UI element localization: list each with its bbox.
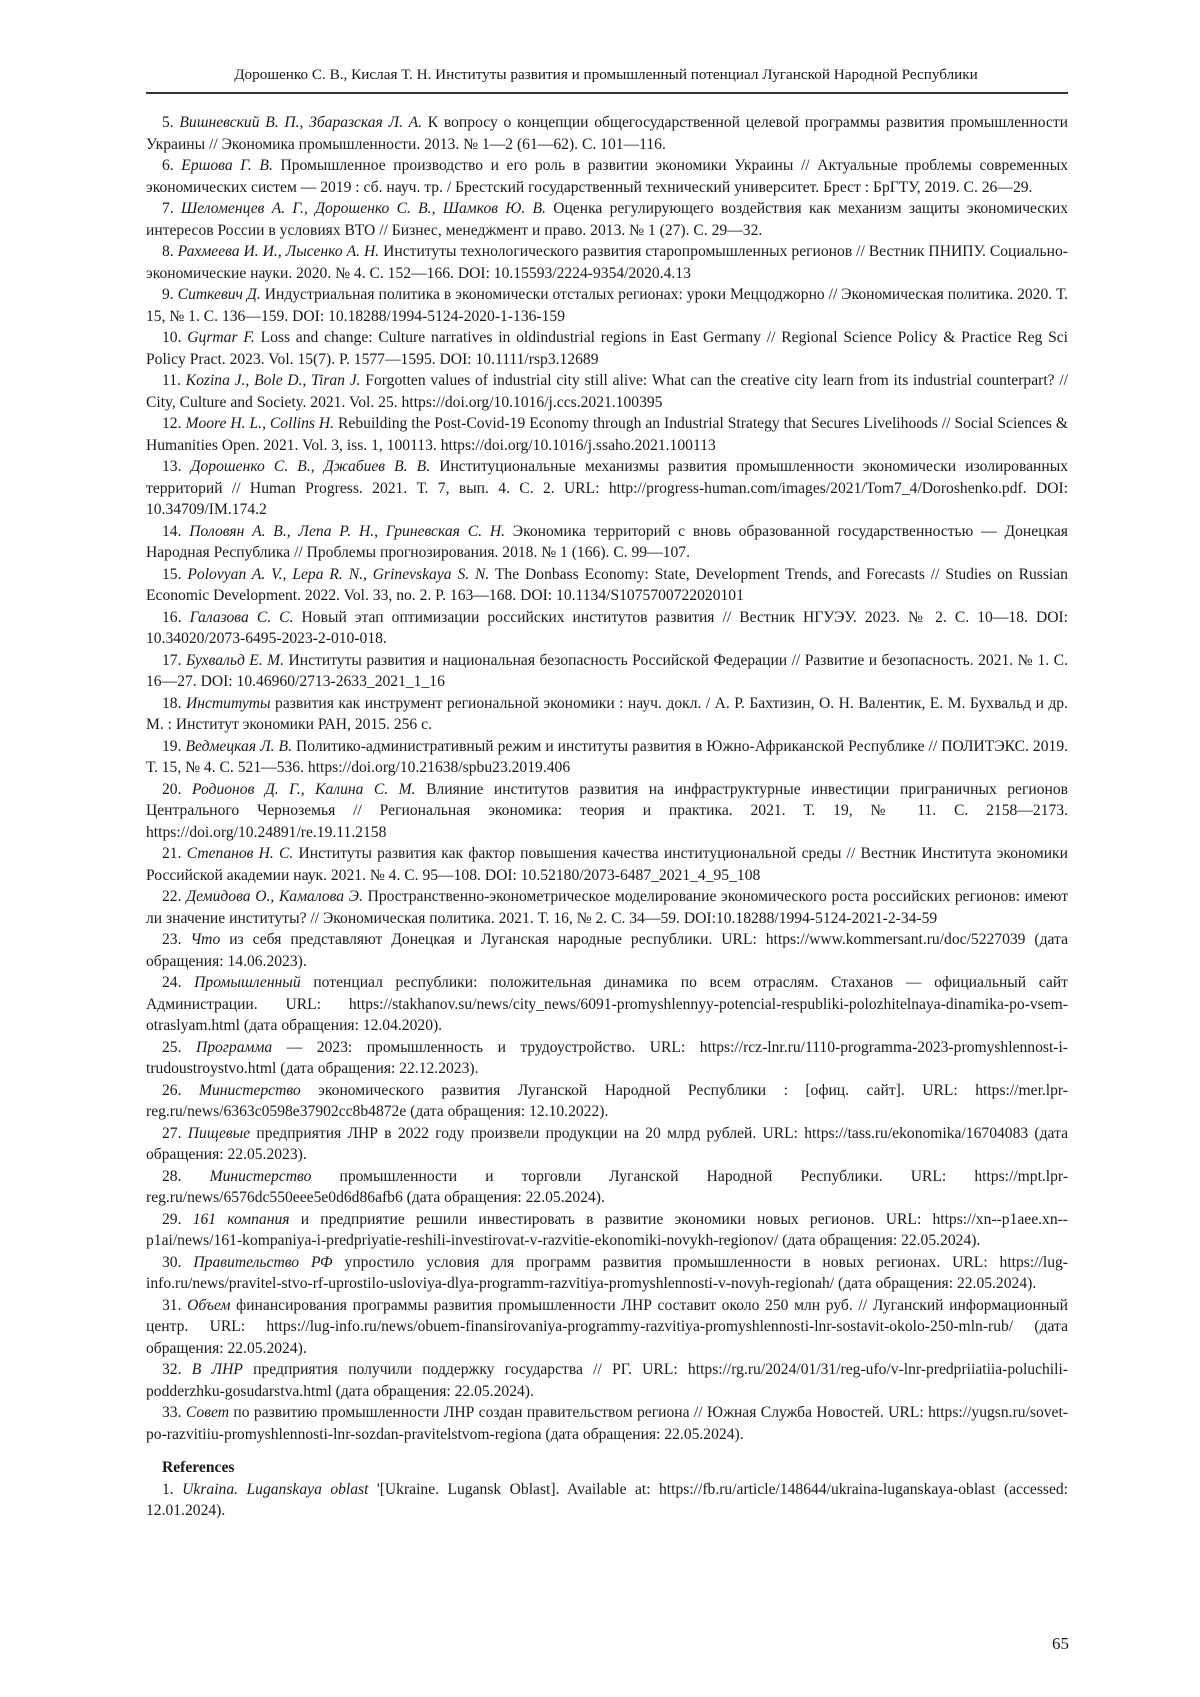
reference-text: Новый этап оптимизации российских институтов развития // Вестник НГУЭУ. 2023. № 2. С. 10—18. DOI: 10.34020/2073-6495-2023-2-010-018. xyxy=(146,608,1068,647)
reference-text: Институты технологического развития старопромышленных регионов // Вестник ПНИПУ. Социально-экономические науки. 2020. № 4. С. 152—166. DOI: 10.15593/2224-9354/2020.4.13 xyxy=(146,243,1069,282)
reference-number: 28. xyxy=(162,1167,182,1185)
reference-number: 12. xyxy=(162,415,182,432)
reference-text: К вопросу о концепции общегосударственной целевой программы развития промышленности Украины // Экономика промышленности. 2013. № 1—2 (61—62). С. 101—116. xyxy=(146,114,1068,153)
reference-text: Влияние институтов развития на инфраструктурные инвестиции приграничных регионов Центрального Черноземья // Региональная экономика: теория и практика. 2021. Т. 19, № 11. С. 2158—2173. https://doi.org/10.24891/re.19.11.2158 xyxy=(146,780,1068,841)
reference-authors: Ситкевич Д. xyxy=(177,286,261,303)
reference-item xyxy=(146,112,1068,155)
reference-text: и предприятие решили инвестировать в развитие экономики новых регионов. URL: https://xn--p1aee.xn--p1ai/news/161-kompaniya-i-predpriyatie-reshili-investirovat-v-razvitie-ekonomiki-novykh-regionov/ (дата обращения: 22.05.2024). xyxy=(146,1210,1069,1249)
reference-authors: Moore H. L., Collins H. xyxy=(185,415,335,432)
reference-number: 23. xyxy=(162,931,182,948)
reference-text: Институты развития как фактор повышения качества институциональной среды // Вестник Института экономики Российской академии наук. 2021. № 4. С. 95—108. DOI: 10.52180/2073-6487_2021_4_95_108 xyxy=(146,845,1068,884)
reference-authors: Kozina J., Bole D., Tiran J. xyxy=(185,372,361,389)
reference-authors: Gцrmar F. xyxy=(187,329,255,346)
reference-text: потенциал республики: положительная динамика по всем отраслям. Стаханов — официальный сайт Администрации. URL: https://stakhanov.su/news/city_news/6091-promyshlennyy-potencial-respubliki-polozhitelnaya-dinamika-po-vsem-otraslyam.html (дата обращения: 12.04.2020). xyxy=(146,974,1068,1034)
reference-authors: 161 компания xyxy=(192,1210,290,1228)
reference-authors: Пищевые xyxy=(187,1124,251,1142)
reference-text: промышленности и торговли Луганской Народной Республики. URL: https://mpt.lpr-reg.ru/news/6576dc550eee5e0d6d86afb6 (дата обращения: 22.05.2024). xyxy=(146,1167,1069,1206)
header-rule xyxy=(146,92,1068,94)
reference-authors: Министерство xyxy=(198,1081,301,1099)
reference-number: 30. xyxy=(162,1253,182,1271)
reference-number: 18. xyxy=(162,694,182,712)
reference-text: Институты развития и национальная безопасность Российской Федерации // Развитие и безопасность. 2021. № 1. С. 16—27. DOI: 10.46960/2713-2633_2021_1_16 xyxy=(146,651,1068,690)
reference-text: Промышленное производство и его роль в развитии экономики Украины // Актуальные проблемы современных экономических систем — 2019 : сб. науч. тр. / Брестский государственный технический университет. Брест : БрГТУ, 2019. С. 26—29. xyxy=(146,157,1068,196)
references-heading: References xyxy=(162,1459,235,1476)
reference-number: 9. xyxy=(162,286,174,303)
reference-text: Пространственно-эконометрическое моделирование экономического роста российских регионов: имеют ли значение институты? // Экономическая политика. 2021. Т. 16, № 2. С. 34—59. DOI:10.18288/1994-5124-2021-2-34-59 xyxy=(146,888,1069,927)
reference-number: 27. xyxy=(162,1124,182,1142)
reference-number: 15. xyxy=(162,565,182,583)
reference-item xyxy=(146,1080,1068,1123)
reference-number: 33. xyxy=(162,1404,182,1421)
reference-number: 13. xyxy=(162,458,182,475)
reference-authors: Ведмецкая Л. В. xyxy=(185,737,292,755)
reference-item xyxy=(146,886,1068,929)
reference-number: 24. xyxy=(162,974,182,991)
reference-authors: Министерство xyxy=(209,1167,312,1185)
reference-authors: Совет xyxy=(185,1404,229,1421)
reference-item xyxy=(146,650,1068,693)
reference-item xyxy=(146,1166,1068,1209)
reference-item xyxy=(146,736,1068,779)
reference-number: 22. xyxy=(162,888,182,905)
reference-text: Политико-административный режим и институты развития в Южно-Африканской Республике // ПОЛИТЭКС. 2019. Т. 15, № 4. С. 521—536. https://doi.org/10.21638/spbu23.2019.406 xyxy=(146,737,1069,776)
reference-authors: Институты xyxy=(185,694,271,712)
reference-item xyxy=(146,1209,1068,1252)
reference-item xyxy=(146,929,1068,972)
reference-item xyxy=(146,693,1068,736)
reference-text: Оценка регулирующего воздействия как механизм защиты экономических интересов России в условиях ВТО // Бизнес, менеджмент и право. 2013. № 1 (27). С. 29—32. xyxy=(146,200,1068,239)
reference-authors: Вишневский В. П., Збаразская Л. А. xyxy=(179,114,423,131)
reference-number: 8. xyxy=(162,243,174,260)
reference-text: Forgotten values of industrial city still alive: What can the creative city learn from its industrial counterpart? // City, Culture and Society. 2021. Vol. 25. https://doi.org/10.1016/j.ccs.2021.100395 xyxy=(146,372,1068,411)
reference-item xyxy=(146,1479,1068,1522)
reference-text: по развитию промышленности ЛНР создан правительством региона // Южная Служба Новостей. URL: https://yugsn.ru/sovet-po-razvitiiu-promyshlennosti-lnr-sozdan-pravitelstvom-regiona (дата обращения: 22.05.2024). xyxy=(146,1404,1069,1443)
page-number: 65 xyxy=(1052,1634,1069,1653)
reference-item xyxy=(146,1037,1068,1080)
reference-text: из себя представляют Донецкая и Луганская народные республики. URL: https://www.kommersant.ru/doc/5227039 (дата обращения: 14.06.2023). xyxy=(146,931,1068,970)
reference-item xyxy=(146,456,1068,521)
reference-number: 31. xyxy=(162,1296,182,1314)
reference-authors: Объем xyxy=(187,1296,231,1314)
reference-text: Индустриальная политика в экономически отсталых регионах: уроки Меццоджорно // Экономическая политика. 2020. Т. 15, № 1. С. 136—159. DOI: 10.18288/1994-5124-2020-1-136-159 xyxy=(146,286,1068,325)
reference-number: 5. xyxy=(162,114,174,131)
reference-item xyxy=(146,327,1068,370)
reference-authors: Шеломенцев А. Г., Дорошенко С. В., Шамков Ю. В. xyxy=(180,200,546,217)
reference-authors: В ЛНР xyxy=(191,1361,243,1378)
reference-item xyxy=(146,1123,1068,1166)
reference-text: Институциональные механизмы развития промышленности экономически изолированных территорий // Human Progress. 2021. Т. 7, вып. 4. С. 2. URL: http://progress-human.com/images/2021/Tom7_4/Doroshenko.pdf. DOI: 10.34709/IM.174.2 xyxy=(146,458,1068,518)
reference-item xyxy=(146,284,1068,327)
reference-authors: Половян А. В., Лепа Р. Н., Гриневская С. Н. xyxy=(189,522,505,540)
reference-number: 26. xyxy=(162,1081,182,1099)
reference-text: финансирования программы развития промышленности ЛНР составит около 250 млн руб. // Луганский информационный центр. URL: https://lug-info.ru/news/obuem-finansirovaniya-programmy-razvitiya-promyshlennosti-lnr-sostavit-okolo-250-mln-rub/ (дата обращения: 22.05.2024). xyxy=(146,1296,1069,1357)
reference-number: 10. xyxy=(162,329,182,346)
reference-authors: Галазова С. С. xyxy=(189,608,294,626)
reference-item xyxy=(146,1295,1068,1360)
reference-number: 19. xyxy=(162,737,182,755)
reference-item xyxy=(146,779,1068,844)
reference-number: 21. xyxy=(162,845,182,862)
reference-text: упростило условия для программ развития промышленности в новых регионах. URL: https://lug-info.ru/news/pravitel-stvo-rf-uprostilo-usloviya-dlya-programm-razvitiya-promyshlennosti-v-novyh-regionah/ (дата обращения: 22.05.2024). xyxy=(146,1253,1068,1292)
reference-item xyxy=(146,413,1068,456)
russian-references xyxy=(146,112,1068,1445)
reference-authors: Программа xyxy=(195,1038,273,1056)
reference-item xyxy=(146,198,1068,241)
reference-authors: Правительство РФ xyxy=(193,1253,333,1271)
reference-number: 29. xyxy=(162,1210,182,1228)
reference-authors: Промышленный xyxy=(194,974,301,991)
reference-text: — 2023: промышленность и трудоустройство. URL: https://rcz-lnr.ru/1110-programma-2023-promyshlennost-i-trudoustroystvo.html (дата обращения: 22.12.2023). xyxy=(146,1038,1068,1077)
running-header: Дорошенко С. В., Кислая Т. Н. Институты развития и промышленный потенциал Луганской Народной Республики xyxy=(234,66,978,83)
reference-number: 7. xyxy=(162,200,174,217)
reference-number: 1. xyxy=(162,1480,174,1498)
reference-text: Loss and change: Culture narratives in oldindustrial regions in East Germany // Regional Science Policy & Practice Reg Sci Policy Pract. 2023. Vol. 15(7). P. 1577—1595. DOI: 10.1111/rsp3.12689 xyxy=(146,329,1069,368)
reference-authors: Родионов Д. Г., Калина С. М. xyxy=(192,780,416,798)
reference-text: Rebuilding the Post-Covid-19 Economy through an Industrial Strategy that Secures Livelihoods // Social Sciences & Humanities Open. 2021. Vol. 3, iss. 1, 100113. https://doi.org/10.1016/j.ssaho.2021.100113 xyxy=(146,415,1069,454)
reference-text: Экономика территорий с вновь образованной государственностью — Донецкая Народная Республика // Проблемы прогнозирования. 2018. № 1 (166). С. 99—107. xyxy=(146,522,1068,561)
reference-number: 16. xyxy=(162,608,182,626)
reference-number: 6. xyxy=(162,157,174,174)
reference-text: экономического развития Луганской Народной Республики : [офиц. сайт]. URL: https://mer.lpr-reg.ru/news/6363c0598e37902cc8b4872e (дата обращения: 12.10.2022). xyxy=(146,1081,1068,1120)
reference-text: развития как инструмент региональной экономики : науч. докл. / А. Р. Бахтизин, О. Н. Валентик, Е. М. Бухвальд и др. М. : Институт экономики РАН, 2015. 256 с. xyxy=(146,694,1069,733)
reference-item xyxy=(146,521,1068,564)
reference-number: 11. xyxy=(162,372,181,389)
reference-authors: Степанов Н. С. xyxy=(186,845,294,862)
reference-item xyxy=(146,972,1068,1037)
reference-number: 17. xyxy=(162,651,182,669)
reference-item xyxy=(146,155,1068,198)
reference-number: 14. xyxy=(162,522,182,540)
reference-authors: Polovyan A. V., Lepa R. N., Grinevskaya S. N. xyxy=(187,565,490,583)
reference-text: The Donbass Economy: State, Development Trends, and Forecasts // Studies on Russian Economic Development. 2022. Vol. 33, no. 2. P. 163—168. DOI: 10.1134/S1075700722020101 xyxy=(146,565,1068,604)
reference-item xyxy=(146,843,1068,886)
reference-authors: Дорошенко С. В., Джабиев В. В. xyxy=(190,458,431,475)
reference-authors: Бухвальд Е. М. xyxy=(185,651,285,669)
english-references xyxy=(146,1479,1068,1522)
reference-number: 32. xyxy=(162,1361,182,1378)
reference-authors: Демидова О., Камалова Э. xyxy=(186,888,363,905)
reference-item xyxy=(146,1402,1068,1445)
reference-text: '[Ukraine. Lugansk Oblast]. Available at: https://fb.ru/article/148644/ukraina-luganskaya-oblast (accessed: 12.01.2024). xyxy=(146,1480,1069,1519)
reference-list xyxy=(146,112,1068,1522)
reference-authors: Что xyxy=(190,931,221,948)
reference-item xyxy=(146,564,1068,607)
reference-number: 25. xyxy=(162,1038,182,1056)
reference-item xyxy=(146,607,1068,650)
reference-authors: Рахмеева И. И., Лысенко А. Н. xyxy=(177,243,380,260)
reference-authors: Ukraina. Luganskaya oblast xyxy=(182,1480,369,1498)
reference-number: 20. xyxy=(162,780,182,798)
reference-text: предприятия ЛНР в 2022 году произвели продукции на 20 млрд рублей. URL: https://tass.ru/ekonomika/16704083 (дата обращения: 22.05.2023). xyxy=(146,1124,1069,1163)
reference-item xyxy=(146,1359,1068,1402)
reference-text: предприятия получили поддержку государства // РГ. URL: https://rg.ru/2024/01/31/reg-ufo/v-lnr-predpriiatiia-poluchili-podderzhku-gosudarstva.html (дата обращения: 22.05.2024). xyxy=(146,1361,1069,1400)
reference-item xyxy=(146,1252,1068,1295)
reference-item xyxy=(146,241,1068,284)
reference-item xyxy=(146,370,1068,413)
reference-authors: Ершова Г. В. xyxy=(181,157,273,174)
